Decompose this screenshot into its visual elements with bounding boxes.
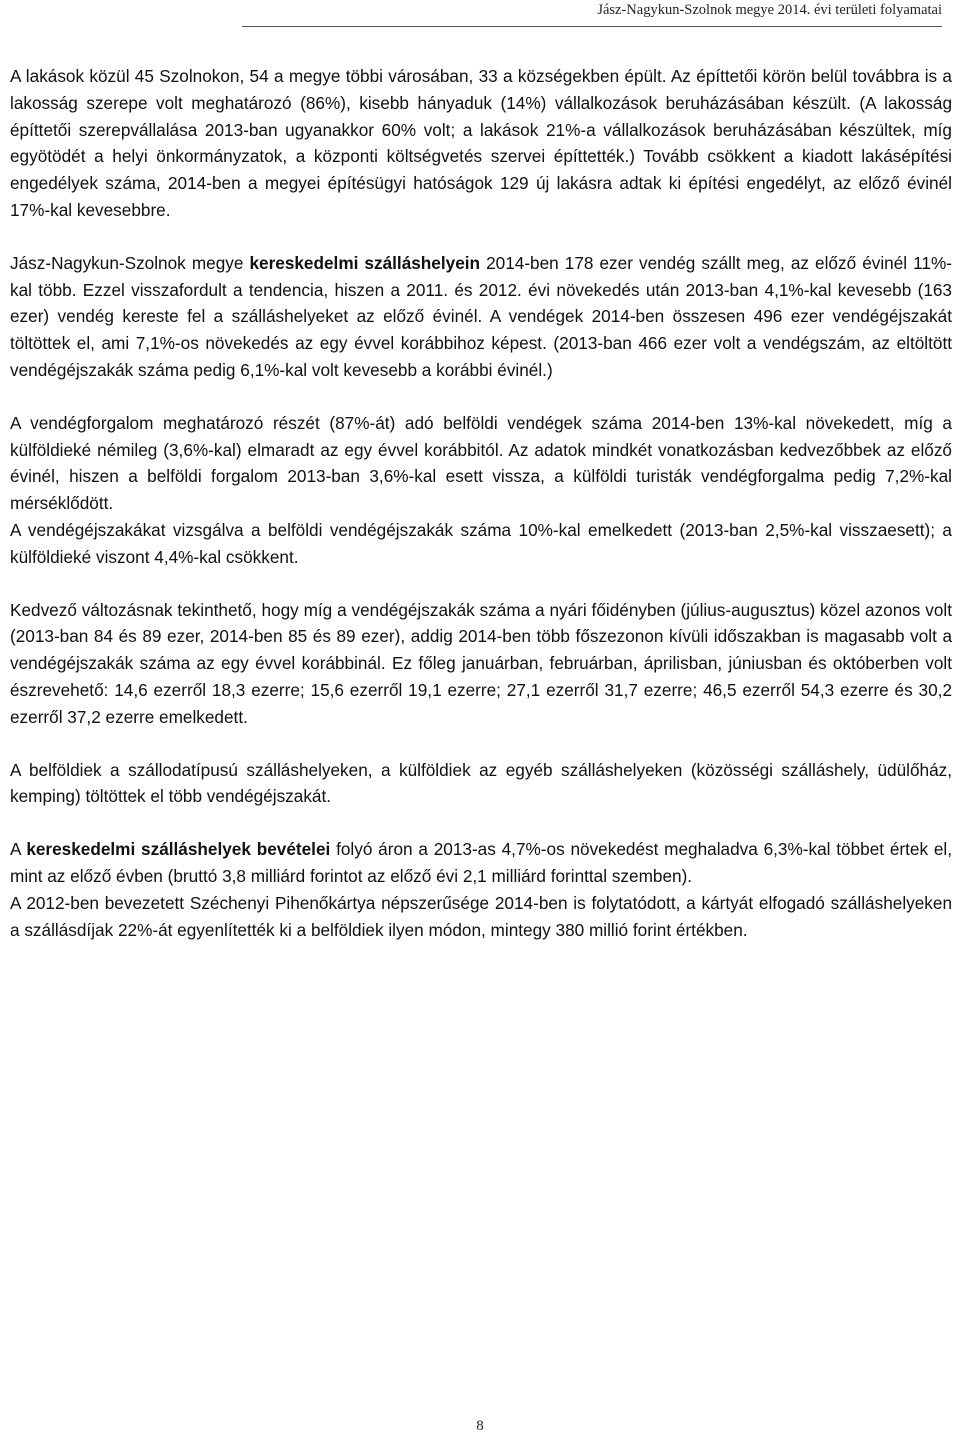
paragraph-revenue-rest: folyó áron a 2013-as 4,7%-os növekedést meghaladva 6,3%-kal többet értek el, mint az előző évben (bruttó 3,8 milliárd forintot az előző évi 2,1 milliárd forinttal szemben). — [10, 839, 952, 886]
paragraph-accommodation-rest: 2014-ben 178 ezer vendég szállt meg, az előző évinél 11%-kal több. Ezzel visszafordult a tendencia, hiszen a 2011. és 2012. évi növekedés után 2013-ban 4,1%-kal kevesebb (163 ezer) vendég kereste fel a szálláshelyeket az előző évinél. A vendégek 2014-ben összesen 496 ezer vendégéjszakát töltöttek el, ami 7,1%-os növekedés az egy évvel korábbihoz képest. (2013-ban 466 ezer volt a vendégszám, az eltöltött vendégéjszakák száma pedig 6,1%-kal volt kevesebb a korábbi évinél.) — [10, 252, 952, 380]
header-title: Jász-Nagykun-Szolnok megye 2014. évi területi folyamatai — [597, 2, 942, 18]
paragraph-szechenyi-card: A 2012-ben bevezetett Széchenyi Pihenőkártya népszerűsége 2014-ben is folytatódott, a kártyát elfogadó szálláshelyeken a szállásdíjak 22%-át egyenlítették ki a belföldiek ilyen módon, mintegy 380 millió forint értékben. — [10, 892, 952, 940]
paragraph-housing: A lakások közül 45 Szolnokon, 54 a megye többi városában, 33 a községekben épült. Az építtetői körön belül továbbra is a lakosság szerepe volt meghatározó (86%), kisebb hányaduk (14%) vállalkozások beruházásában készült. (A lakosság építtetői szerepvállalása 2013-ban ugyanakkor 60% volt; a lakások 21%-a vállalkozások beruházásában készültek, míg egyötödét a helyi önkormányzatok, a központi költségvetés szervei építtették.) Tovább csökkent a kiadott lakásépítési engedélyek száma, 2014-ben a megyei építésügyi hatóságok 129 új lakásra adtak ki építési engedélyt, az előző évinél 17%-kal kevesebbre. — [10, 66, 952, 220]
paragraph-accommodation — [10, 250, 952, 384]
document-body — [10, 63, 952, 943]
paragraph-accommodation-types: A belföldiek a szállodatípusú szálláshelyeken, a külföldiek az egyéb szálláshelyeken (közösségi szálláshely, üdülőház, kemping) töltöttek el több vendégéjszakát. — [10, 759, 952, 807]
paragraph-accommodation-intro: Jász-Nagykun-Szolnok megye — [10, 252, 250, 273]
running-header — [242, 0, 942, 27]
paragraph-guest-nights: A vendégéjszakákat vizsgálva a belföldi vendégéjszakák száma 10%-kal emelkedett (2013-ban 2,5%-kal visszaesett); a külföldieké viszont 4,4%-kal csökkent. — [10, 519, 952, 567]
paragraph-guest-traffic: A vendégforgalom meghatározó részét (87%-át) adó belföldi vendégek száma 2014-ben 13%-kal növekedett, míg a külföldieké némileg (3,6%-kal) elmaradt az egy évvel korábbitól. Az adatok mindkét vonatkozásban kedvezőbbek az előző évinél, hiszen a belföldi forgalom 2013-ban 3,6%-kal esett vissza, a külföldi turisták vendégforgalma pedig 7,2%-kal mérséklődött. — [10, 412, 952, 514]
page-number: 8 — [476, 1418, 484, 1434]
paragraph-seasonal-change: Kedvező változásnak tekinthető, hogy míg a vendégéjszakák száma a nyári főidényben (július-augusztus) közel azonos volt (2013-ban 84 és 89 ezer, 2014-ben 85 és 89 ezer), addig 2014-ben több főszezonon kívüli időszakban is magasabb volt a vendégéjszakák száma az egy évvel korábbinál. Ez főleg januárban, februárban, áprilisban, júniusban és októberben volt észrevehető: 14,6 ezerről 18,3 ezerre; 15,6 ezerről 19,1 ezerre; 27,1 ezerről 31,7 ezerre; 46,5 ezerről 54,3 ezerre és 30,2 ezerről 37,2 ezerre emelkedett. — [10, 599, 952, 727]
emphasis-commercial-accommodation: kereskedelmi szálláshelyein — [249, 252, 481, 273]
paragraph-revenue — [10, 836, 952, 890]
emphasis-revenue: kereskedelmi szálláshelyek bevételei — [26, 839, 331, 860]
paragraph-revenue-intro: A — [10, 839, 27, 860]
